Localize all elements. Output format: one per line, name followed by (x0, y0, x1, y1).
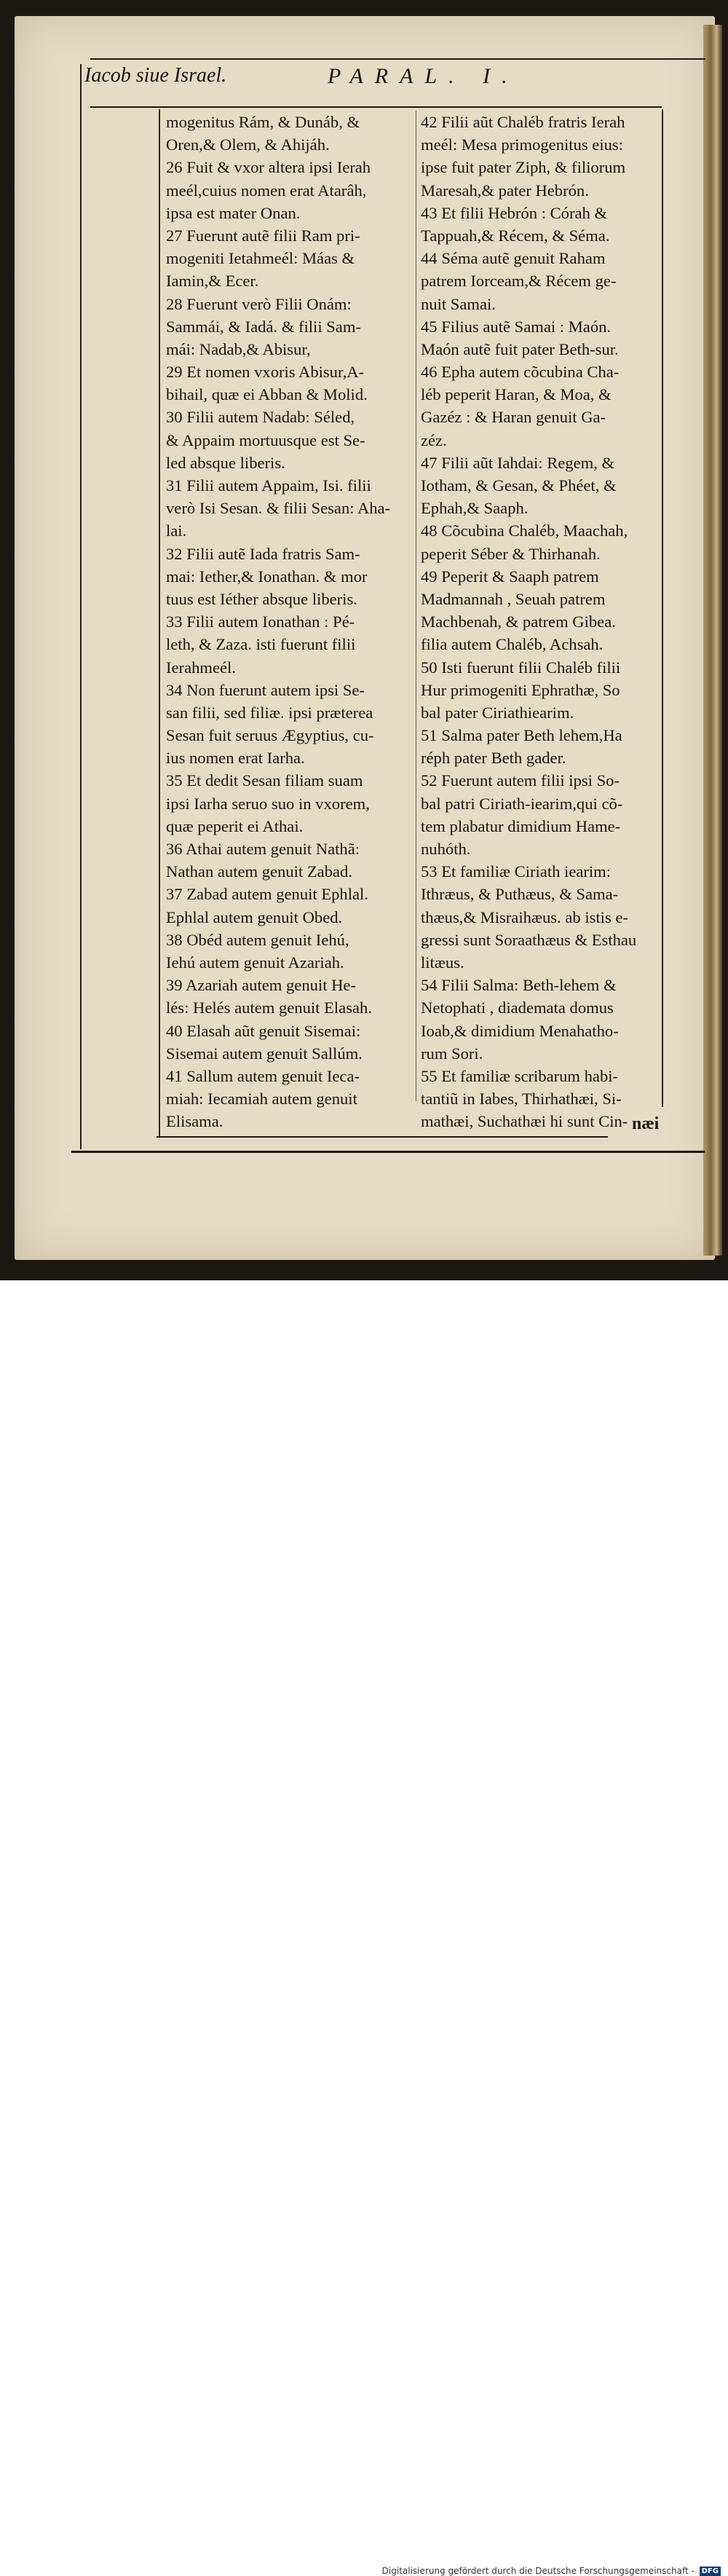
page-bottom-rule (71, 1151, 705, 1153)
text-line: Ephlal autem genuit Obed. (166, 907, 343, 926)
text-line: Ithræus, & Puthæus, & Sama- (421, 885, 619, 904)
text-line: rum Sori. (421, 1044, 483, 1063)
text-line: Sammái, & Iadá. & filii Sam- (166, 317, 361, 336)
text-line: san filii, sed filiæ. ipsi præterea (166, 703, 373, 722)
text-line: 33 Filii autem Ionathan : Pé- (166, 613, 355, 631)
text-line: patrem Iorceam,& Récem ge- (421, 272, 617, 291)
text-line: Machbenah, & patrem Gibea. (421, 613, 616, 631)
text-line: meél: Mesa primogenitus eius: (421, 135, 623, 154)
text-line: 47 Filii aũt Iahdai: Regem, & (421, 453, 615, 472)
text-line: 43 Et filii Hebrón : Córah & (421, 203, 608, 222)
text-line: 41 Sallum autem genuit Ieca- (166, 1066, 360, 1085)
right-column (421, 111, 661, 1133)
text-frame-bottom-rule (157, 1136, 608, 1138)
text-line: bihail, quæ ei Abban & Molid. (166, 385, 368, 404)
text-line: miah: Iecamiah autem genuit (166, 1090, 357, 1108)
text-line: Tappuah,& Récem, & Séma. (421, 226, 610, 245)
text-line: verò Isi Sesan. & filii Sesan: Aha- (166, 499, 391, 518)
text-line: Ierahmeél. (166, 658, 236, 677)
text-line: mogeniti Ietahmeél: Máas & (166, 249, 355, 268)
text-line: Iotham, & Gesan, & Phéet, & (421, 476, 617, 495)
text-line: tuus est Iéther absque liberis. (166, 589, 357, 608)
text-line: Netophati , diademata domus (421, 999, 614, 1017)
text-line: 39 Azariah autem genuit He- (166, 976, 356, 995)
text-line: 49 Peperit & Saaph patrem (421, 567, 599, 586)
text-line: 34 Non fuerunt autem ipsi Se- (166, 680, 365, 699)
digitization-credit (382, 2566, 721, 2576)
text-line: Gazéz : & Haran genuit Ga- (421, 408, 606, 427)
text-line: lai. (166, 521, 187, 540)
left-column (166, 111, 412, 1133)
header-rule-top (90, 58, 705, 60)
text-line: Sesan fuit seruus Ægyptius, cu- (166, 726, 374, 745)
text-line: 54 Filii Salma: Beth-lehem & (421, 976, 617, 995)
text-line: 35 Et dedit Sesan filiam suam (166, 771, 363, 790)
text-line: 38 Obéd autem genuit Iehú, (166, 930, 349, 949)
text-line: tantiũ in Iabes, Thirhathæi, Si- (421, 1090, 622, 1108)
text-line: ius nomen erat Iarha. (166, 749, 305, 768)
text-line: Maresah,& pater Hebrón. (421, 181, 589, 200)
text-line: 53 Et familiæ Ciriath iearim: (421, 862, 612, 881)
text-line: nuhóth. (421, 840, 471, 858)
credit-text: Digitalisierung gefördert durch die Deutsche Forschungsgemeinschaft - (381, 2566, 695, 2576)
text-line: meél,cuius nomen erat Atarâh, (166, 181, 367, 200)
text-line: Oren,& Olem, & Ahijáh. (166, 135, 330, 154)
text-line: 27 Fuerunt autẽ filii Ram pri- (166, 226, 360, 245)
text-line: léb peperit Haran, & Moa, & (421, 385, 612, 404)
text-line: led absque liberis. (166, 453, 285, 472)
text-line: Iehú autem genuit Azariah. (166, 953, 344, 972)
text-line: 48 Cõcubina Chaléb, Maachah, (421, 521, 628, 540)
text-line: & Appaim mortuusque est Se- (166, 430, 365, 449)
running-head: Iacob siue Israel. (84, 64, 227, 87)
text-line: 36 Athai autem genuit Nathã: (166, 840, 360, 858)
text-line: mathæi, Suchathæi hi sunt Cin- (421, 1112, 628, 1131)
text-line: ipsa est mater Onan. (166, 203, 301, 222)
text-line: zéz. (421, 430, 447, 449)
text-line: 26 Fuit & vxor altera ipsi Ierah (166, 158, 371, 177)
text-line: 46 Epha autem cõcubina Cha- (421, 363, 620, 382)
text-line: litæus. (421, 953, 464, 972)
text-line: Madmannah , Seuah patrem (421, 589, 606, 608)
text-line: gressi sunt Soraathæus & Esthau (421, 930, 637, 949)
text-line: Ephah,& Saaph. (421, 499, 529, 518)
text-line: quæ peperit ei Athai. (166, 816, 304, 835)
text-line: 28 Fuerunt verò Filii Onám: (166, 294, 352, 313)
text-frame-right-rule (662, 109, 663, 1107)
text-line: leth, & Zaza. isti fuerunt filii (166, 635, 356, 654)
text-line: 44 Séma autẽ genuit Raham (421, 249, 606, 268)
text-line: 50 Isti fuerunt filii Chaléb filii (421, 658, 621, 677)
text-line: réph pater Beth gader. (421, 749, 566, 768)
text-line: 51 Salma pater Beth lehem,Ha (421, 726, 622, 745)
text-line: Ioab,& dimidium Menahatho- (421, 1021, 619, 1040)
text-line: tem plabatur dimidium Hame- (421, 816, 621, 835)
text-line: 42 Filii aũt Chaléb fratris Ierah (421, 113, 625, 131)
header-rule-bottom (90, 106, 662, 108)
text-line: 29 Et nomen vxoris Abisur,A- (166, 363, 365, 382)
text-line: mái: Nadab,& Abisur, (166, 339, 311, 358)
text-line: ipsi Iarha seruo suo in vxorem, (166, 794, 370, 813)
text-line: bal patri Ciriath-iearim,qui cõ- (421, 794, 623, 813)
scanned-book-page (0, 0, 728, 1282)
text-line: peperit Séber & Thirhanah. (421, 544, 601, 563)
catchword: næi (632, 1114, 660, 1133)
text-frame-left-rule (159, 109, 160, 1136)
text-line: bal pater Ciriathiearim. (421, 703, 574, 722)
text-line: Elisama. (166, 1112, 223, 1131)
text-line: Nathan autem genuit Zabad. (166, 862, 352, 881)
text-line: Sisemai autem genuit Sallúm. (166, 1044, 363, 1063)
text-line: lés: Helés autem genuit Elasah. (166, 999, 372, 1017)
text-line: nuit Samai. (421, 294, 496, 313)
text-line: 32 Filii autẽ Iada fratris Sam- (166, 544, 360, 563)
text-line: 30 Filii autem Nadab: Séled, (166, 408, 355, 427)
text-line: 52 Fuerunt autem filii ipsi So- (421, 771, 620, 790)
text-line: 31 Filii autem Appaim, Isi. filii (166, 476, 371, 495)
text-line: Iamin,& Ecer. (166, 272, 259, 291)
book-edge (703, 25, 722, 1256)
text-line: mai: Iether,& Ionathan. & mor (166, 567, 368, 586)
text-line: 55 Et familiæ scribarum habi- (421, 1066, 619, 1085)
text-line: Maón autẽ fuit pater Beth-sur. (421, 339, 619, 358)
outer-margin-rule (80, 64, 82, 1149)
book-title: PARAL. I. (328, 64, 519, 88)
text-line: 37 Zabad autem genuit Ephlal. (166, 885, 368, 904)
footer-band (0, 1280, 728, 2576)
text-line: Hur primogeniti Ephrathæ, So (421, 680, 620, 699)
text-line: 45 Filius autẽ Samai : Maón. (421, 317, 612, 336)
text-line: ipse fuit pater Ziph, & filiorum (421, 158, 626, 177)
text-line: filia autem Chaléb, Achsah. (421, 635, 604, 654)
text-line: mogenitus Rám, & Dunáb, & (166, 113, 360, 131)
text-line: 40 Elasah aũt genuit Sisemai: (166, 1021, 361, 1040)
text-line: thæus,& Misraihæus. ab istis e- (421, 907, 628, 926)
dfg-logo: DFG (700, 2567, 721, 2576)
